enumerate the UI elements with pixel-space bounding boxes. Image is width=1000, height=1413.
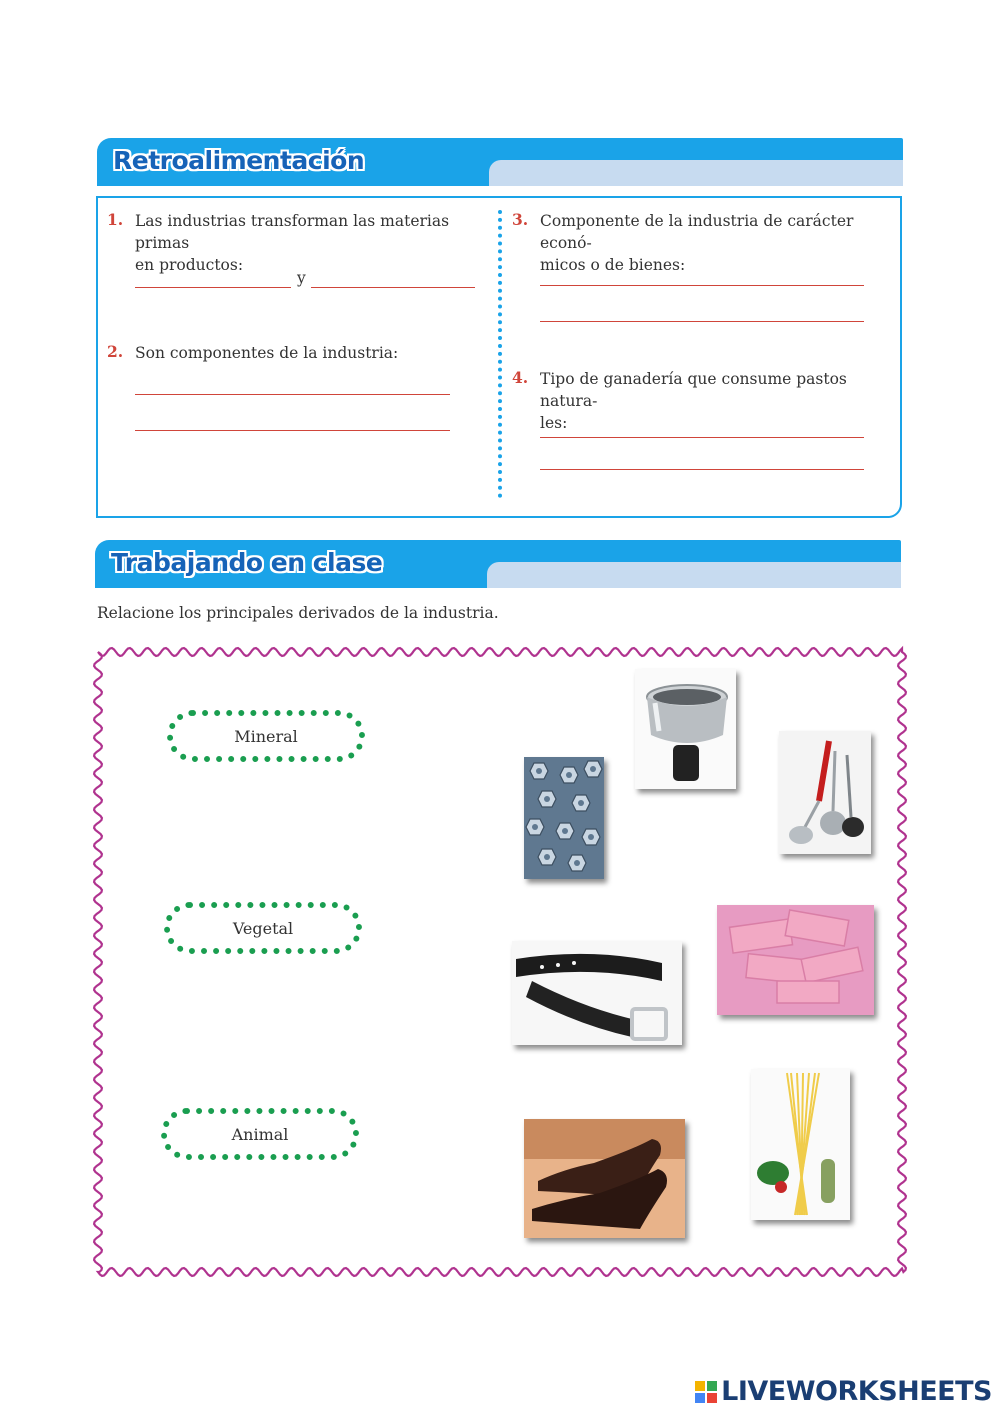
question-text: Son componentes de la industria:: [135, 344, 399, 362]
question-text: [540, 210, 900, 276]
utensils-icon: [779, 731, 871, 854]
brand-footer: [695, 1376, 992, 1407]
category-pill-mineral[interactable]: Mineral: [167, 710, 365, 762]
pot-image[interactable]: [635, 669, 736, 789]
class-title: Trabajando en clase: [111, 548, 383, 577]
question-line: Tipo de ganadería que consume pastos natura-: [540, 370, 847, 410]
utensils-image[interactable]: [779, 731, 871, 854]
answer-line[interactable]: [540, 437, 864, 438]
question-number: 3.: [512, 210, 529, 229]
answer-line[interactable]: [135, 287, 291, 288]
spaghetti-image[interactable]: [751, 1069, 850, 1220]
question-line: en productos:: [135, 256, 244, 274]
question-line: micos o de bienes:: [540, 256, 686, 274]
question-text: [540, 368, 900, 434]
shoes-icon: [524, 1119, 685, 1238]
answer-line[interactable]: [540, 321, 864, 322]
spaghetti-icon: [751, 1069, 850, 1220]
belt-image[interactable]: [512, 941, 682, 1045]
nuts-bolts-image[interactable]: [524, 757, 604, 879]
pot-icon: [635, 669, 736, 789]
column-divider: [498, 210, 502, 498]
question-text: [135, 210, 495, 276]
answer-line[interactable]: [540, 285, 864, 286]
answer-line[interactable]: [311, 287, 475, 288]
question-number: 2.: [107, 342, 124, 361]
feedback-header: [97, 138, 903, 186]
wafers-icon: [717, 905, 874, 1015]
category-pill-vegetal[interactable]: Vegetal: [164, 902, 362, 954]
connector-text: y: [297, 269, 306, 287]
answer-line[interactable]: [135, 394, 450, 395]
feedback-title: Retroalimentación: [113, 146, 365, 175]
answer-line[interactable]: [135, 430, 450, 431]
header-accent: [487, 562, 901, 588]
brand-logo-icon: [695, 1381, 717, 1403]
belt-icon: [512, 941, 682, 1045]
shoes-image[interactable]: [524, 1119, 685, 1238]
nuts-bolts-icon: [524, 757, 604, 879]
question-line: les:: [540, 414, 568, 432]
category-pill-animal[interactable]: Animal: [161, 1108, 359, 1160]
brand-name: LIVEWORKSHEETS: [721, 1376, 992, 1407]
wafers-image[interactable]: [717, 905, 874, 1015]
question-number: 4.: [512, 368, 529, 387]
answer-line[interactable]: [540, 469, 864, 470]
instruction-text: Relacione los principales derivados de la industria.: [97, 604, 499, 622]
question-line: Componente de la industria de carácter econó-: [540, 212, 854, 252]
class-header: [95, 540, 901, 588]
question-line: Las industrias transforman las materias primas: [135, 212, 450, 252]
header-accent: [489, 160, 903, 186]
question-number: 1.: [107, 210, 124, 229]
